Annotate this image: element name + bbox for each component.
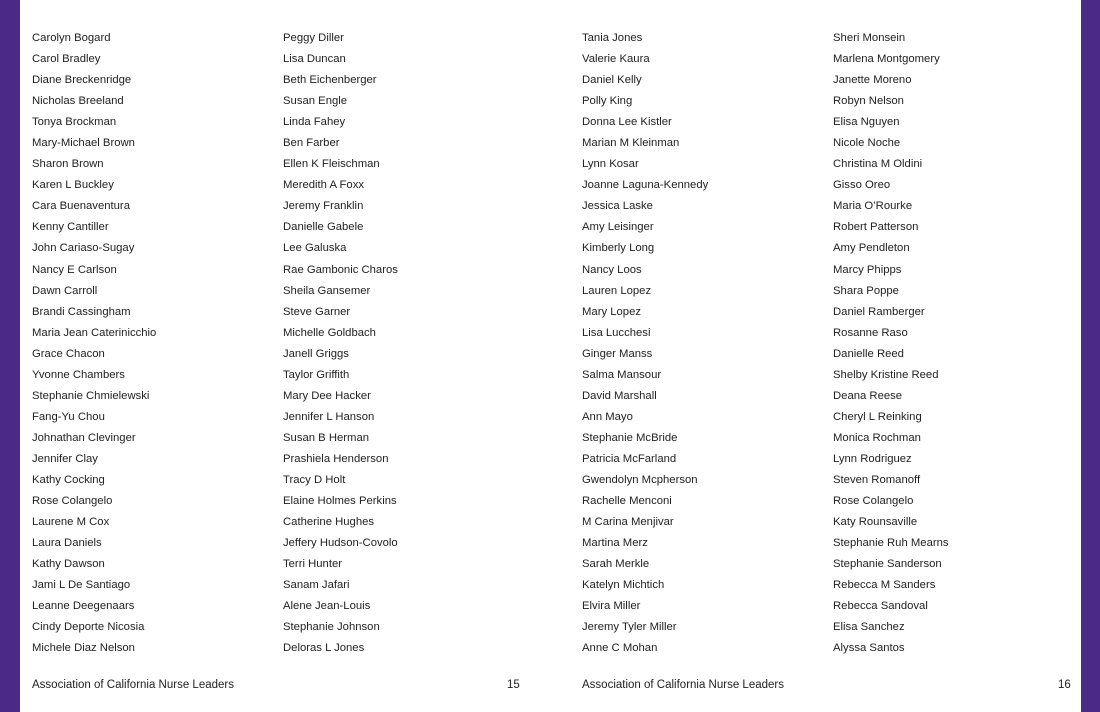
member-name: Cheryl L Reinking bbox=[833, 410, 922, 423]
member-name: Robyn Nelson bbox=[833, 95, 904, 108]
member-name: Lynn Rodriguez bbox=[833, 452, 912, 465]
member-name: Rose Colangelo bbox=[833, 495, 914, 508]
member-name: Sheila Gansemer bbox=[283, 284, 371, 297]
member-name: Linda Fahey bbox=[283, 116, 346, 129]
member-name: Jennifer L Hanson bbox=[283, 410, 375, 423]
member-name: Mary Lopez bbox=[582, 305, 642, 318]
member-name: Danielle Reed bbox=[833, 347, 904, 360]
member-name: Lisa Duncan bbox=[283, 53, 346, 66]
member-name: Joanne Laguna-Kennedy bbox=[582, 179, 709, 192]
page-number-right: 16 bbox=[1058, 679, 1071, 691]
member-name: Amy Pendleton bbox=[833, 242, 910, 255]
member-name: Brandi Cassingham bbox=[32, 305, 131, 318]
member-name: Prashiela Henderson bbox=[283, 452, 389, 465]
member-name: Kimberly Long bbox=[582, 242, 655, 255]
member-name: Lisa Lucchesi bbox=[582, 326, 651, 339]
member-name: Taylor Griffith bbox=[283, 368, 350, 381]
member-name: Lauren Lopez bbox=[582, 284, 652, 297]
member-name: Jennifer Clay bbox=[32, 452, 98, 465]
name-column-2 bbox=[283, 28, 398, 659]
member-name: Jessica Laske bbox=[582, 200, 653, 213]
member-name: Meredith A Foxx bbox=[283, 179, 364, 192]
member-name: Jeremy Franklin bbox=[283, 200, 364, 213]
member-name: Janette Moreno bbox=[833, 74, 912, 87]
member-name: Nancy Loos bbox=[582, 263, 642, 276]
member-name: Shelby Kristine Reed bbox=[833, 368, 939, 381]
name-column-1 bbox=[32, 28, 156, 659]
member-name: Rae Gambonic Charos bbox=[283, 263, 398, 276]
member-name: Susan Engle bbox=[283, 95, 348, 108]
member-name: Sarah Merkle bbox=[582, 558, 650, 571]
member-name: Kenny Cantiller bbox=[32, 221, 109, 234]
member-name: Dawn Carroll bbox=[32, 284, 98, 297]
member-name: Lynn Kosar bbox=[582, 158, 639, 171]
member-name: Grace Chacon bbox=[32, 347, 105, 360]
member-name: Tonya Brockman bbox=[32, 116, 117, 129]
member-name: Stephanie Chmielewski bbox=[32, 389, 150, 402]
member-name: Daniel Ramberger bbox=[833, 305, 925, 318]
member-name: Stephanie Ruh Mearns bbox=[833, 537, 949, 550]
member-name: Ben Farber bbox=[283, 137, 340, 150]
member-name: Tania Jones bbox=[582, 32, 643, 44]
member-name: Maria Jean Caterinicchio bbox=[32, 326, 157, 339]
member-name: Nancy E Carlson bbox=[32, 263, 117, 276]
footer-title-left: Association of California Nurse Leaders bbox=[32, 679, 234, 691]
member-name: Stephanie McBride bbox=[582, 431, 678, 444]
member-name: Elaine Holmes Perkins bbox=[283, 495, 397, 508]
member-name: Rose Colangelo bbox=[32, 495, 113, 508]
member-name: Katelyn Michtich bbox=[582, 579, 665, 592]
member-name: Sharon Brown bbox=[32, 158, 104, 171]
member-name: Diane Breckenridge bbox=[32, 74, 132, 87]
member-name: Sheri Monsein bbox=[833, 32, 906, 44]
member-name: Elvira Miller bbox=[582, 600, 641, 613]
member-name: Ginger Manss bbox=[582, 347, 653, 360]
member-name: Jami L De Santiago bbox=[32, 579, 131, 592]
member-name: Shara Poppe bbox=[833, 284, 899, 297]
member-name: Nicole Noche bbox=[833, 137, 901, 150]
member-name: Amy Leisinger bbox=[582, 221, 654, 234]
member-name: Mary-Michael Brown bbox=[32, 137, 135, 150]
member-name: Stephanie Johnson bbox=[283, 621, 380, 634]
member-name: Terri Hunter bbox=[283, 558, 343, 571]
member-name: Laura Daniels bbox=[32, 537, 102, 550]
member-name: Laurene M Cox bbox=[32, 516, 110, 529]
member-name: Beth Eichenberger bbox=[283, 74, 377, 87]
member-name: John Cariaso-Sugay bbox=[32, 242, 135, 255]
name-column-4 bbox=[833, 28, 949, 659]
member-name: Valerie Kaura bbox=[582, 53, 650, 66]
member-name: Alyssa Santos bbox=[833, 642, 905, 655]
member-name: Gisso Oreo bbox=[833, 179, 891, 192]
member-name: Danielle Gabele bbox=[283, 221, 364, 234]
member-name: Michele Diaz Nelson bbox=[32, 642, 135, 655]
member-name: Steven Romanoff bbox=[833, 473, 921, 486]
member-name: David Marshall bbox=[582, 389, 657, 402]
member-name: Ellen K Fleischman bbox=[283, 158, 380, 171]
member-name: Carolyn Bogard bbox=[32, 32, 111, 44]
member-name: Elisa Sanchez bbox=[833, 621, 905, 634]
member-name: Martina Merz bbox=[582, 537, 648, 550]
member-name: Fang-Yu Chou bbox=[32, 410, 105, 423]
member-name: Sanam Jafari bbox=[283, 579, 350, 592]
member-name: Rachelle Menconi bbox=[582, 495, 672, 508]
member-name: Stephanie Sanderson bbox=[833, 558, 942, 571]
member-name: Christina M Oldini bbox=[833, 158, 923, 171]
member-name: Yvonne Chambers bbox=[32, 368, 125, 381]
member-name: Maria O’Rourke bbox=[833, 200, 913, 213]
member-name: Ann Mayo bbox=[582, 410, 633, 423]
member-name: Rosanne Raso bbox=[833, 326, 908, 339]
member-name: Deloras L Jones bbox=[283, 642, 365, 655]
member-name: Monica Rochman bbox=[833, 431, 921, 444]
member-name: Karen L Buckley bbox=[32, 179, 114, 192]
member-name: Daniel Kelly bbox=[582, 74, 642, 87]
member-name: Rebecca M Sanders bbox=[833, 579, 936, 592]
name-column-3 bbox=[582, 28, 708, 659]
member-name: Janell Griggs bbox=[283, 347, 349, 360]
footer-title-right: Association of California Nurse Leaders bbox=[582, 679, 784, 691]
member-name: Polly King bbox=[582, 95, 633, 108]
member-name: Elisa Nguyen bbox=[833, 116, 900, 129]
member-name: Johnathan Clevinger bbox=[32, 431, 136, 444]
member-name: Gwendolyn Mcpherson bbox=[582, 473, 698, 486]
member-name: Carol Bradley bbox=[32, 53, 101, 66]
member-name: Marlena Montgomery bbox=[833, 53, 940, 66]
member-name: Jeffery Hudson-Covolo bbox=[283, 537, 398, 550]
member-name: Katy Rounsaville bbox=[833, 516, 918, 529]
member-name: Rebecca Sandoval bbox=[833, 600, 928, 613]
member-name: Donna Lee Kistler bbox=[582, 116, 672, 129]
page-number-left: 15 bbox=[507, 679, 520, 691]
member-name: Catherine Hughes bbox=[283, 516, 375, 529]
member-name: Jeremy Tyler Miller bbox=[582, 621, 677, 634]
member-name: Alene Jean-Louis bbox=[283, 600, 371, 613]
member-name: Marian M Kleinman bbox=[582, 137, 680, 150]
member-name: Anne C Mohan bbox=[582, 642, 658, 655]
member-name: Patricia McFarland bbox=[582, 452, 677, 465]
member-name: Deana Reese bbox=[833, 389, 903, 402]
page-spread bbox=[20, 0, 1081, 712]
member-name: Susan B Herman bbox=[283, 431, 370, 444]
member-name: Steve Garner bbox=[283, 305, 351, 318]
member-name: Mary Dee Hacker bbox=[283, 389, 371, 402]
member-name: Kathy Cocking bbox=[32, 473, 105, 486]
member-name: Leanne Deegenaars bbox=[32, 600, 135, 613]
member-name: Kathy Dawson bbox=[32, 558, 105, 571]
member-name: Robert Patterson bbox=[833, 221, 919, 234]
member-name: Tracy D Holt bbox=[283, 473, 346, 486]
member-name: Cindy Deporte Nicosia bbox=[32, 621, 145, 634]
member-name: Lee Galuska bbox=[283, 242, 347, 255]
member-name: Nicholas Breeland bbox=[32, 95, 124, 108]
member-name: Marcy Phipps bbox=[833, 263, 902, 276]
member-name: Peggy Diller bbox=[283, 32, 344, 44]
member-name: Cara Buenaventura bbox=[32, 200, 130, 213]
member-name: Michelle Goldbach bbox=[283, 326, 376, 339]
member-name: Salma Mansour bbox=[582, 368, 662, 381]
member-name: M Carina Menjivar bbox=[582, 516, 674, 529]
